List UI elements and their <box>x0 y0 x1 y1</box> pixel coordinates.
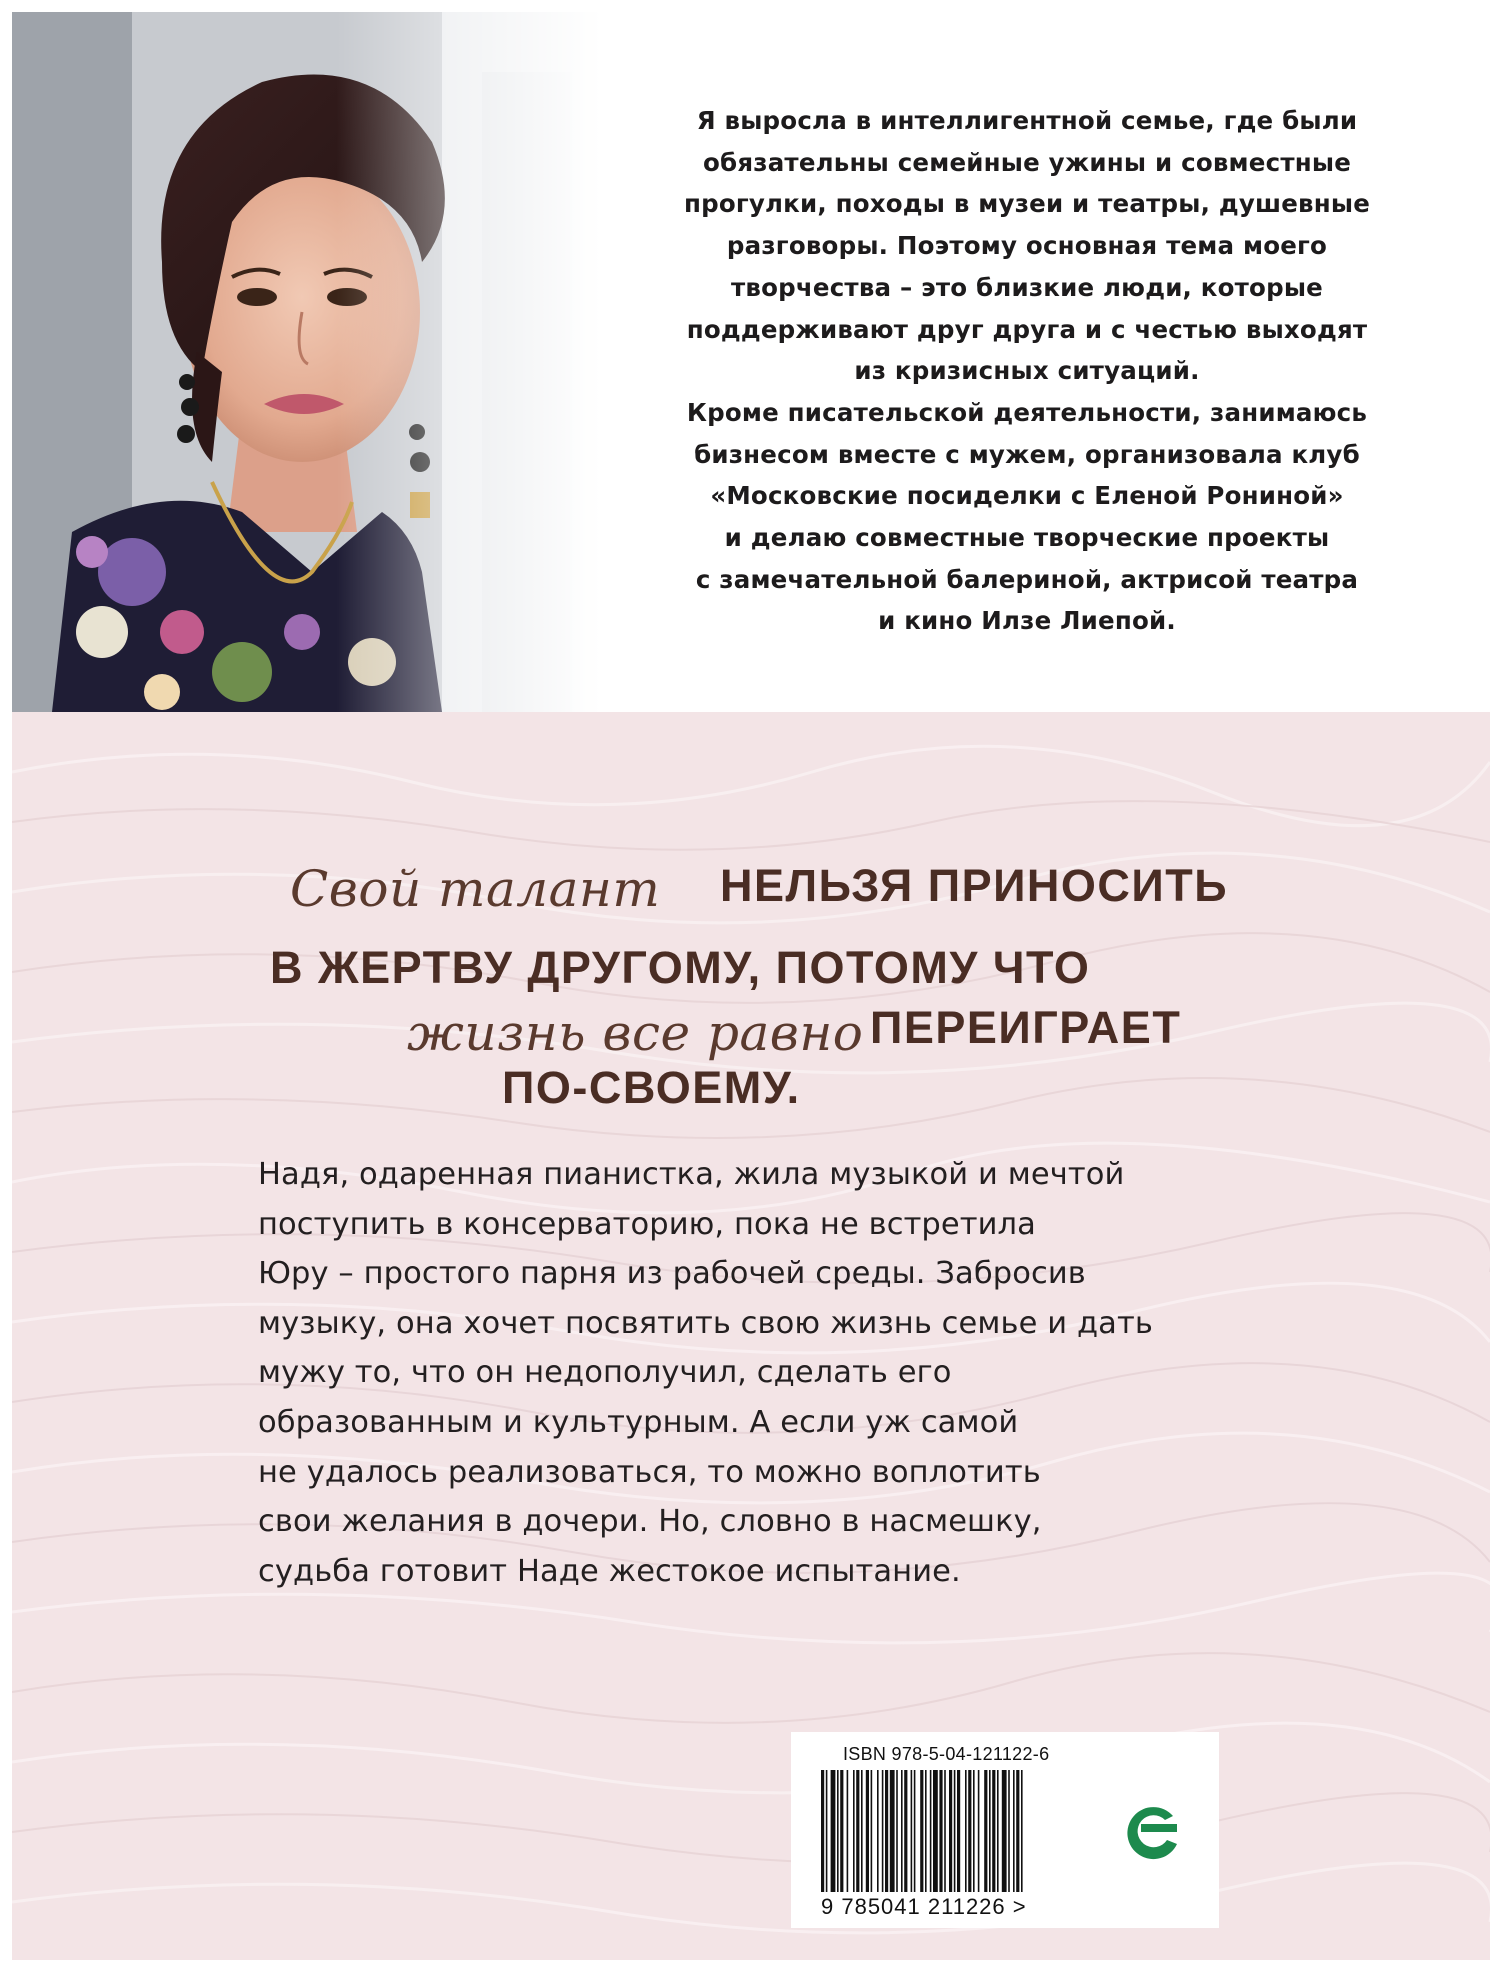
description-line: Надя, одаренная пианистка, жила музыкой и мечтой <box>258 1157 1125 1192</box>
publisher-logo-icon <box>1121 1794 1187 1870</box>
description-line: образованным и культурным. А если уж самой <box>258 1404 1019 1440</box>
bio-line: Я выросла в интеллигентной семье, где были <box>696 106 1358 135</box>
barcode-bar <box>933 1770 938 1892</box>
quote-script-1: Свой талант <box>290 860 661 918</box>
quote-script-3: жизнь все равно <box>407 1004 864 1062</box>
bio-line: Кроме писательской деятельности, занимаюсь <box>686 397 1368 427</box>
barcode-bar <box>989 1770 991 1892</box>
bio-line: и делаю совместные творческие проекты <box>724 523 1330 553</box>
description-line: свои желания в дочери. Но, словно в насмешку, <box>258 1504 1042 1540</box>
description-line: музыку, она хочет посвятить свою жизнь семье и дать <box>258 1305 1153 1341</box>
photo-fade-overlay <box>12 12 602 712</box>
barcode-bar <box>837 1770 839 1892</box>
quote-caps-3: ПЕРЕИГРАЕТ <box>870 1002 1182 1053</box>
book-description <box>258 1150 1258 1596</box>
barcode-bar <box>965 1770 967 1892</box>
bio-line: с замечательной балериной, актрисой театра <box>695 564 1359 594</box>
barcode-bar <box>853 1770 855 1892</box>
description-line: судьба готовит Наде жестокое испытание. <box>258 1553 961 1589</box>
quote-caps-2: В ЖЕРТВУ ДРУГОМУ, ПОТОМУ ЧТО <box>270 942 1091 993</box>
barcode-bar <box>882 1770 884 1892</box>
barcode-bar <box>826 1770 828 1892</box>
isbn-label: ISBN 978-5-04-121122-6 <box>843 1744 1050 1764</box>
barcode-bar <box>973 1770 975 1892</box>
bio-line: разговоры. Поэтому основная тема моего <box>726 231 1328 261</box>
bio-line: обязательны семейные ужины и совместные <box>702 147 1352 177</box>
bio-line: «Московские посиделки с Еленой Рониной» <box>710 481 1344 511</box>
barcode-bar <box>968 1770 971 1892</box>
quote-caps-4: ПО-СВОЕМУ. <box>502 1062 801 1113</box>
barcode-bar <box>1013 1770 1015 1892</box>
barcode-bar <box>925 1770 927 1892</box>
bio-line: бизнесом вместе с мужем, организовала клуб <box>694 439 1360 469</box>
barcode-bar <box>1021 1770 1023 1892</box>
barcode-bar <box>984 1770 987 1892</box>
barcode-bar <box>840 1770 843 1892</box>
author-section <box>12 12 1490 712</box>
barcode <box>821 1770 1083 1900</box>
barcode-digits: 9 785041 211226 > <box>821 1894 1027 1919</box>
barcode-bar <box>992 1770 995 1892</box>
barcode-bar <box>831 1770 836 1892</box>
barcode-bar <box>877 1770 879 1892</box>
barcode-bar <box>896 1770 898 1892</box>
isbn-block <box>791 1732 1219 1928</box>
author-bio <box>602 100 1452 642</box>
barcode-bar <box>856 1770 859 1892</box>
barcode-bar <box>944 1770 946 1892</box>
barcode-bar <box>914 1770 916 1892</box>
description-line: мужу то, что он недополучил, сделать его <box>258 1355 952 1391</box>
barcode-bar <box>930 1770 932 1892</box>
bio-line: и кино Илзе Лиепой. <box>878 606 1176 636</box>
barcode-bar <box>890 1770 895 1892</box>
barcode-bar <box>821 1770 824 1892</box>
barcode-bar <box>1002 1770 1007 1892</box>
bio-line: прогулки, походы в музеи и театры, душевные <box>683 189 1371 219</box>
barcode-bar <box>957 1770 960 1892</box>
barcode-bar <box>954 1770 956 1892</box>
barcode-bar <box>904 1770 907 1892</box>
barcode-bar <box>997 1770 999 1892</box>
quote-caps-1: НЕЛЬЗЯ ПРИНОСИТЬ <box>720 860 1229 911</box>
description-line: поступить в консерваторию, пока не встретила <box>258 1206 1036 1242</box>
barcode-bar <box>1016 1770 1019 1892</box>
bio-line: творчества – это близкие люди, которые <box>730 272 1323 302</box>
description-line: Юру – простого парня из рабочей среды. Забросив <box>258 1256 1086 1292</box>
barcode-bar <box>866 1770 869 1892</box>
barcode-bar <box>847 1770 849 1892</box>
book-back-cover <box>12 12 1490 1960</box>
barcode-bar <box>885 1770 888 1892</box>
barcode-bar <box>978 1770 980 1892</box>
author-portrait <box>12 12 602 712</box>
barcode-bar <box>901 1770 903 1892</box>
barcode-bar <box>920 1770 923 1892</box>
barcode-bar <box>1008 1770 1010 1892</box>
barcode-bar <box>861 1770 863 1892</box>
barcode-bar <box>911 1770 913 1892</box>
bio-line: поддерживают друг друга и с честью выходят <box>686 314 1368 344</box>
quote-block <box>12 712 1490 1132</box>
description-line: не удалось реализоваться, то можно воплотить <box>258 1454 1041 1490</box>
barcode-bar <box>871 1770 873 1892</box>
bio-line: из кризисных ситуаций. <box>854 356 1200 386</box>
barcode-bar <box>939 1770 942 1892</box>
barcode-bar <box>949 1770 952 1892</box>
